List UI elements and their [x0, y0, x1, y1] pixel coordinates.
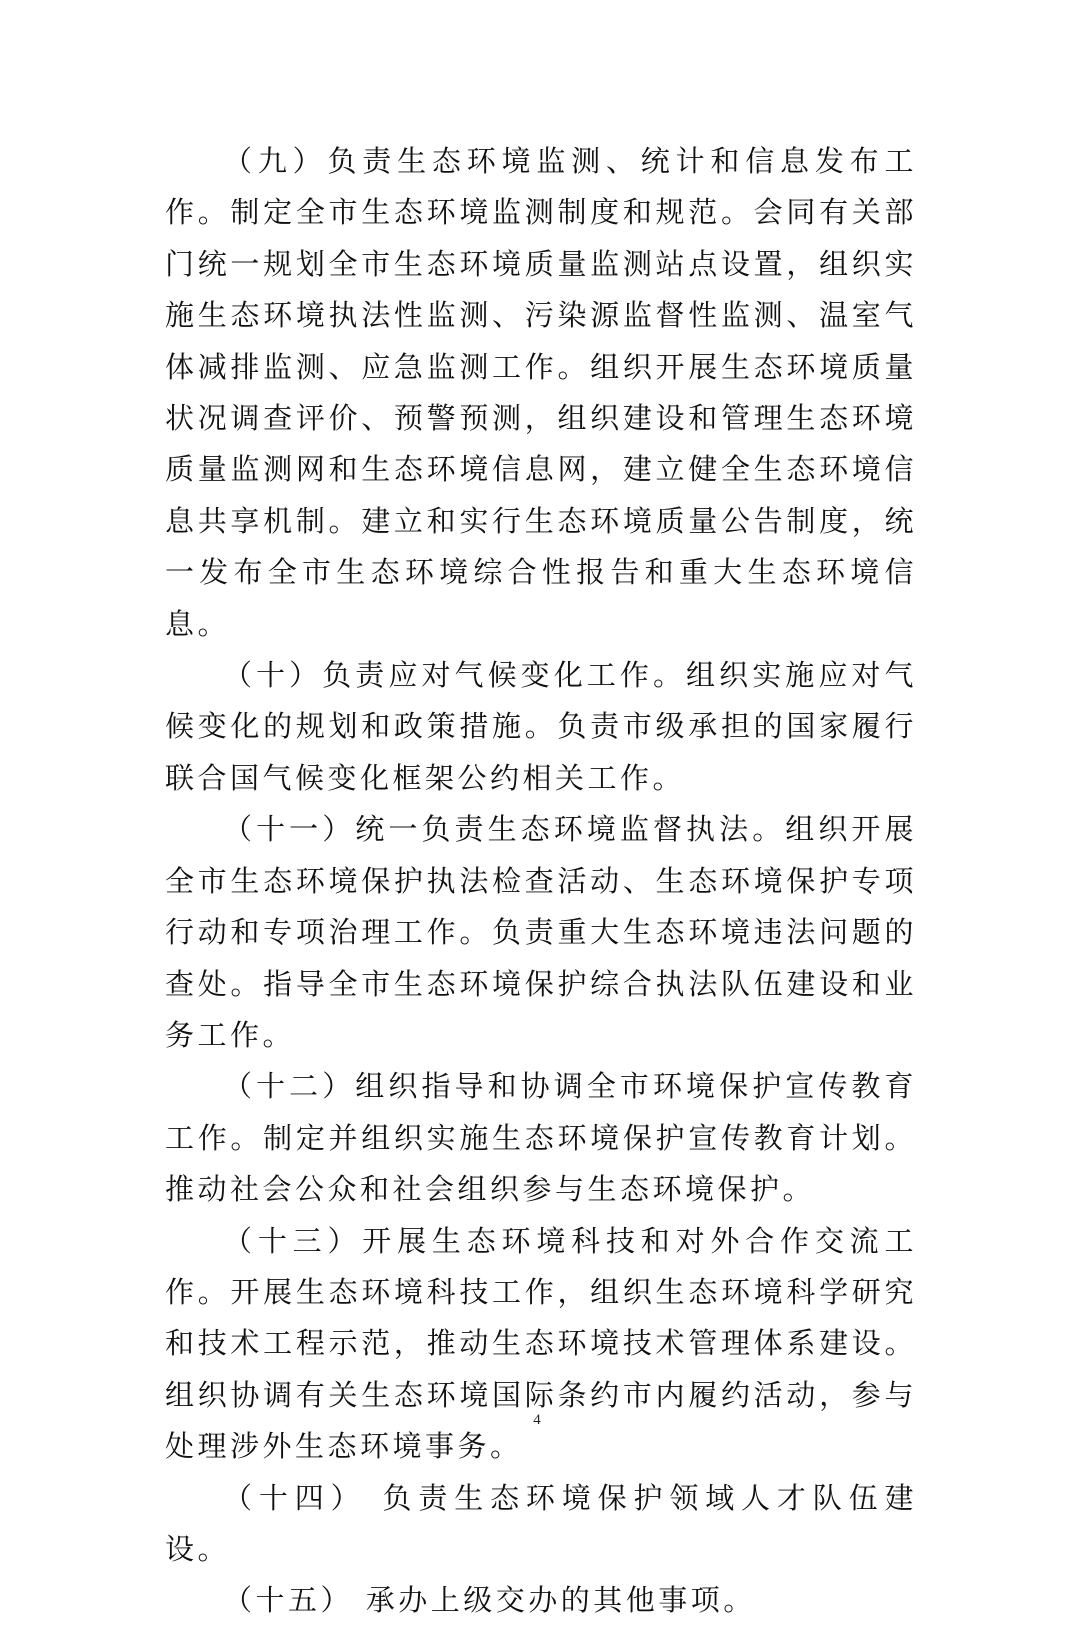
- paragraph-item-14: （十四） 负责生态环境保护领域人才队伍建设。: [165, 1480, 917, 1566]
- document-body: [165, 136, 917, 1627]
- paragraph-item-11: （十一）统一负责生态环境监督执法。组织开展全市生态环境保护执法检查活动、生态环境保护专项行动和专项治理工作。负责重大生态环境违法问题的查处。指导全市生态环境保护综合执法队伍建设和业务工作。: [165, 812, 917, 1052]
- paragraph-item-12: （十二）组织指导和协调全市环境保护宣传教育工作。制定并组织实施生态环境保护宣传教育计划。推动社会公众和社会组织参与生态环境保护。: [165, 1069, 917, 1207]
- paragraph-item-10: （十）负责应对气候变化工作。组织实施应对气候变化的规划和政策措施。负责市级承担的国家履行联合国气候变化框架公约相关工作。: [165, 658, 917, 795]
- paragraph-item-15: （十五） 承办上级交办的其他事项。: [223, 1583, 756, 1618]
- paragraph-item-9: （九）负责生态环境监测、统计和信息发布工作。制定全市生态环境监测制度和规范。会同有关部门统一规划全市生态环境质量监测站点设置，组织实施生态环境执法性监测、污染源监督性监测、温室气体减排监测、应急监测工作。组织开展生态环境质量状况调查评价、预警预测，组织建设和管理生态环境质量监测网和生态环境信息网，建立健全生态环境信息共享机制。建立和实行生态环境质量公告制度，统一发布全市生态环境综合性报告和重大生态环境信息。: [165, 144, 917, 641]
- page-number: 4: [533, 1412, 541, 1428]
- paragraph-item-13: （十三）开展生态环境科技和对外合作交流工作。开展生态环境科技工作，组织生态环境科学研究和技术工程示范，推动生态环境技术管理体系建设。组织协调有关生态环境国际条约市内履约活动，参与处理涉外生态环境事务。: [165, 1223, 917, 1464]
